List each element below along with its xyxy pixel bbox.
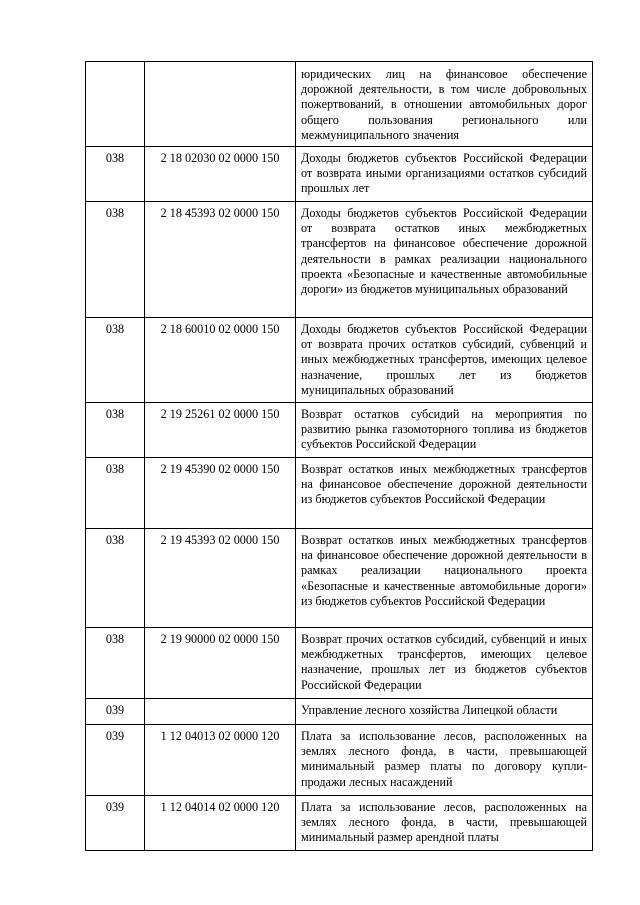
admin-code-cell: 038 [86, 403, 145, 458]
admin-code-cell: 039 [86, 725, 145, 796]
table-row [86, 403, 593, 458]
admin-code-cell: 038 [86, 628, 145, 699]
revenue-name-cell: Возврат прочих остатков субсидий, субвенций и иных межбюджетных трансфертов, имеющих целевое назначение, прошлых лет из бюджетов субъектов Российской Федерации [296, 628, 593, 699]
revenue-code-cell [145, 62, 296, 147]
admin-code-cell: 038 [86, 318, 145, 403]
revenue-code-cell: 2 19 25261 02 0000 150 [145, 403, 296, 458]
admin-code-cell: 039 [86, 796, 145, 851]
budget-codes-table [85, 61, 593, 851]
admin-code-cell [86, 62, 145, 147]
admin-code-cell: 038 [86, 529, 145, 628]
table-row [86, 699, 593, 725]
revenue-name-cell: Доходы бюджетов субъектов Российской Федерации от возврата прочих остатков субсидий, субвенций и иных межбюджетных трансфертов, имеющих целевое назначение, прошлых лет из бюджетов муниципальных образований [296, 318, 593, 403]
revenue-name-cell: Управление лесного хозяйства Липецкой области [296, 699, 593, 725]
revenue-name-cell: Плата за использование лесов, расположенных на землях лесного фонда, в части, превышающей минимальный размер арендной платы [296, 796, 593, 851]
table-row [86, 62, 593, 147]
revenue-name-cell: Доходы бюджетов субъектов Российской Федерации от возврата остатков иных межбюджетных трансфертов на финансовое обеспечение дорожной деятельности в рамках реализации национального проекта «Безопасные и качественные автомобильные дороги» из бюджетов муниципальных образований [296, 202, 593, 318]
revenue-code-cell: 1 12 04013 02 0000 120 [145, 725, 296, 796]
revenue-name-cell: юридических лиц на финансовое обеспечение дорожной деятельности, в том числе добровольных пожертвований, в отношении автомобильных дорог общего пользования регионального или межмуниципального значения [296, 62, 593, 147]
budget-codes-body [86, 62, 593, 851]
revenue-name-cell: Возврат остатков иных межбюджетных трансфертов на финансовое обеспечение дорожной деятельности в рамках реализации национального проекта «Безопасные и качественные автомобильные дороги» из бюджетов субъектов Российской Федерации [296, 529, 593, 628]
table-row [86, 458, 593, 529]
revenue-code-cell: 1 12 04014 02 0000 120 [145, 796, 296, 851]
revenue-name-cell: Доходы бюджетов субъектов Российской Федерации от возврата иными организациями остатков субсидий прошлых лет [296, 147, 593, 202]
revenue-code-cell: 2 18 02030 02 0000 150 [145, 147, 296, 202]
table-row [86, 796, 593, 851]
revenue-name-cell: Возврат остатков субсидий на мероприятия по развитию рынка газомоторного топлива из бюджетов субъектов Российской Федерации [296, 403, 593, 458]
table-row [86, 202, 593, 318]
revenue-code-cell: 2 19 90000 02 0000 150 [145, 628, 296, 699]
table-row [86, 529, 593, 628]
admin-code-cell: 038 [86, 202, 145, 318]
table-row [86, 628, 593, 699]
revenue-code-cell: 2 19 45393 02 0000 150 [145, 529, 296, 628]
revenue-code-cell [145, 699, 296, 725]
admin-code-cell: 039 [86, 699, 145, 725]
revenue-name-cell: Возврат остатков иных межбюджетных трансфертов на финансовое обеспечение дорожной деятельности из бюджетов субъектов Российской Федерации [296, 458, 593, 529]
admin-code-cell: 038 [86, 458, 145, 529]
table-row [86, 147, 593, 202]
revenue-code-cell: 2 19 45390 02 0000 150 [145, 458, 296, 529]
table-row [86, 725, 593, 796]
revenue-code-cell: 2 18 60010 02 0000 150 [145, 318, 296, 403]
revenue-name-cell: Плата за использование лесов, расположенных на землях лесного фонда, в части, превышающей минимальный размер платы по договору купли-продажи лесных насаждений [296, 725, 593, 796]
admin-code-cell: 038 [86, 147, 145, 202]
revenue-code-cell: 2 18 45393 02 0000 150 [145, 202, 296, 318]
table-row [86, 318, 593, 403]
